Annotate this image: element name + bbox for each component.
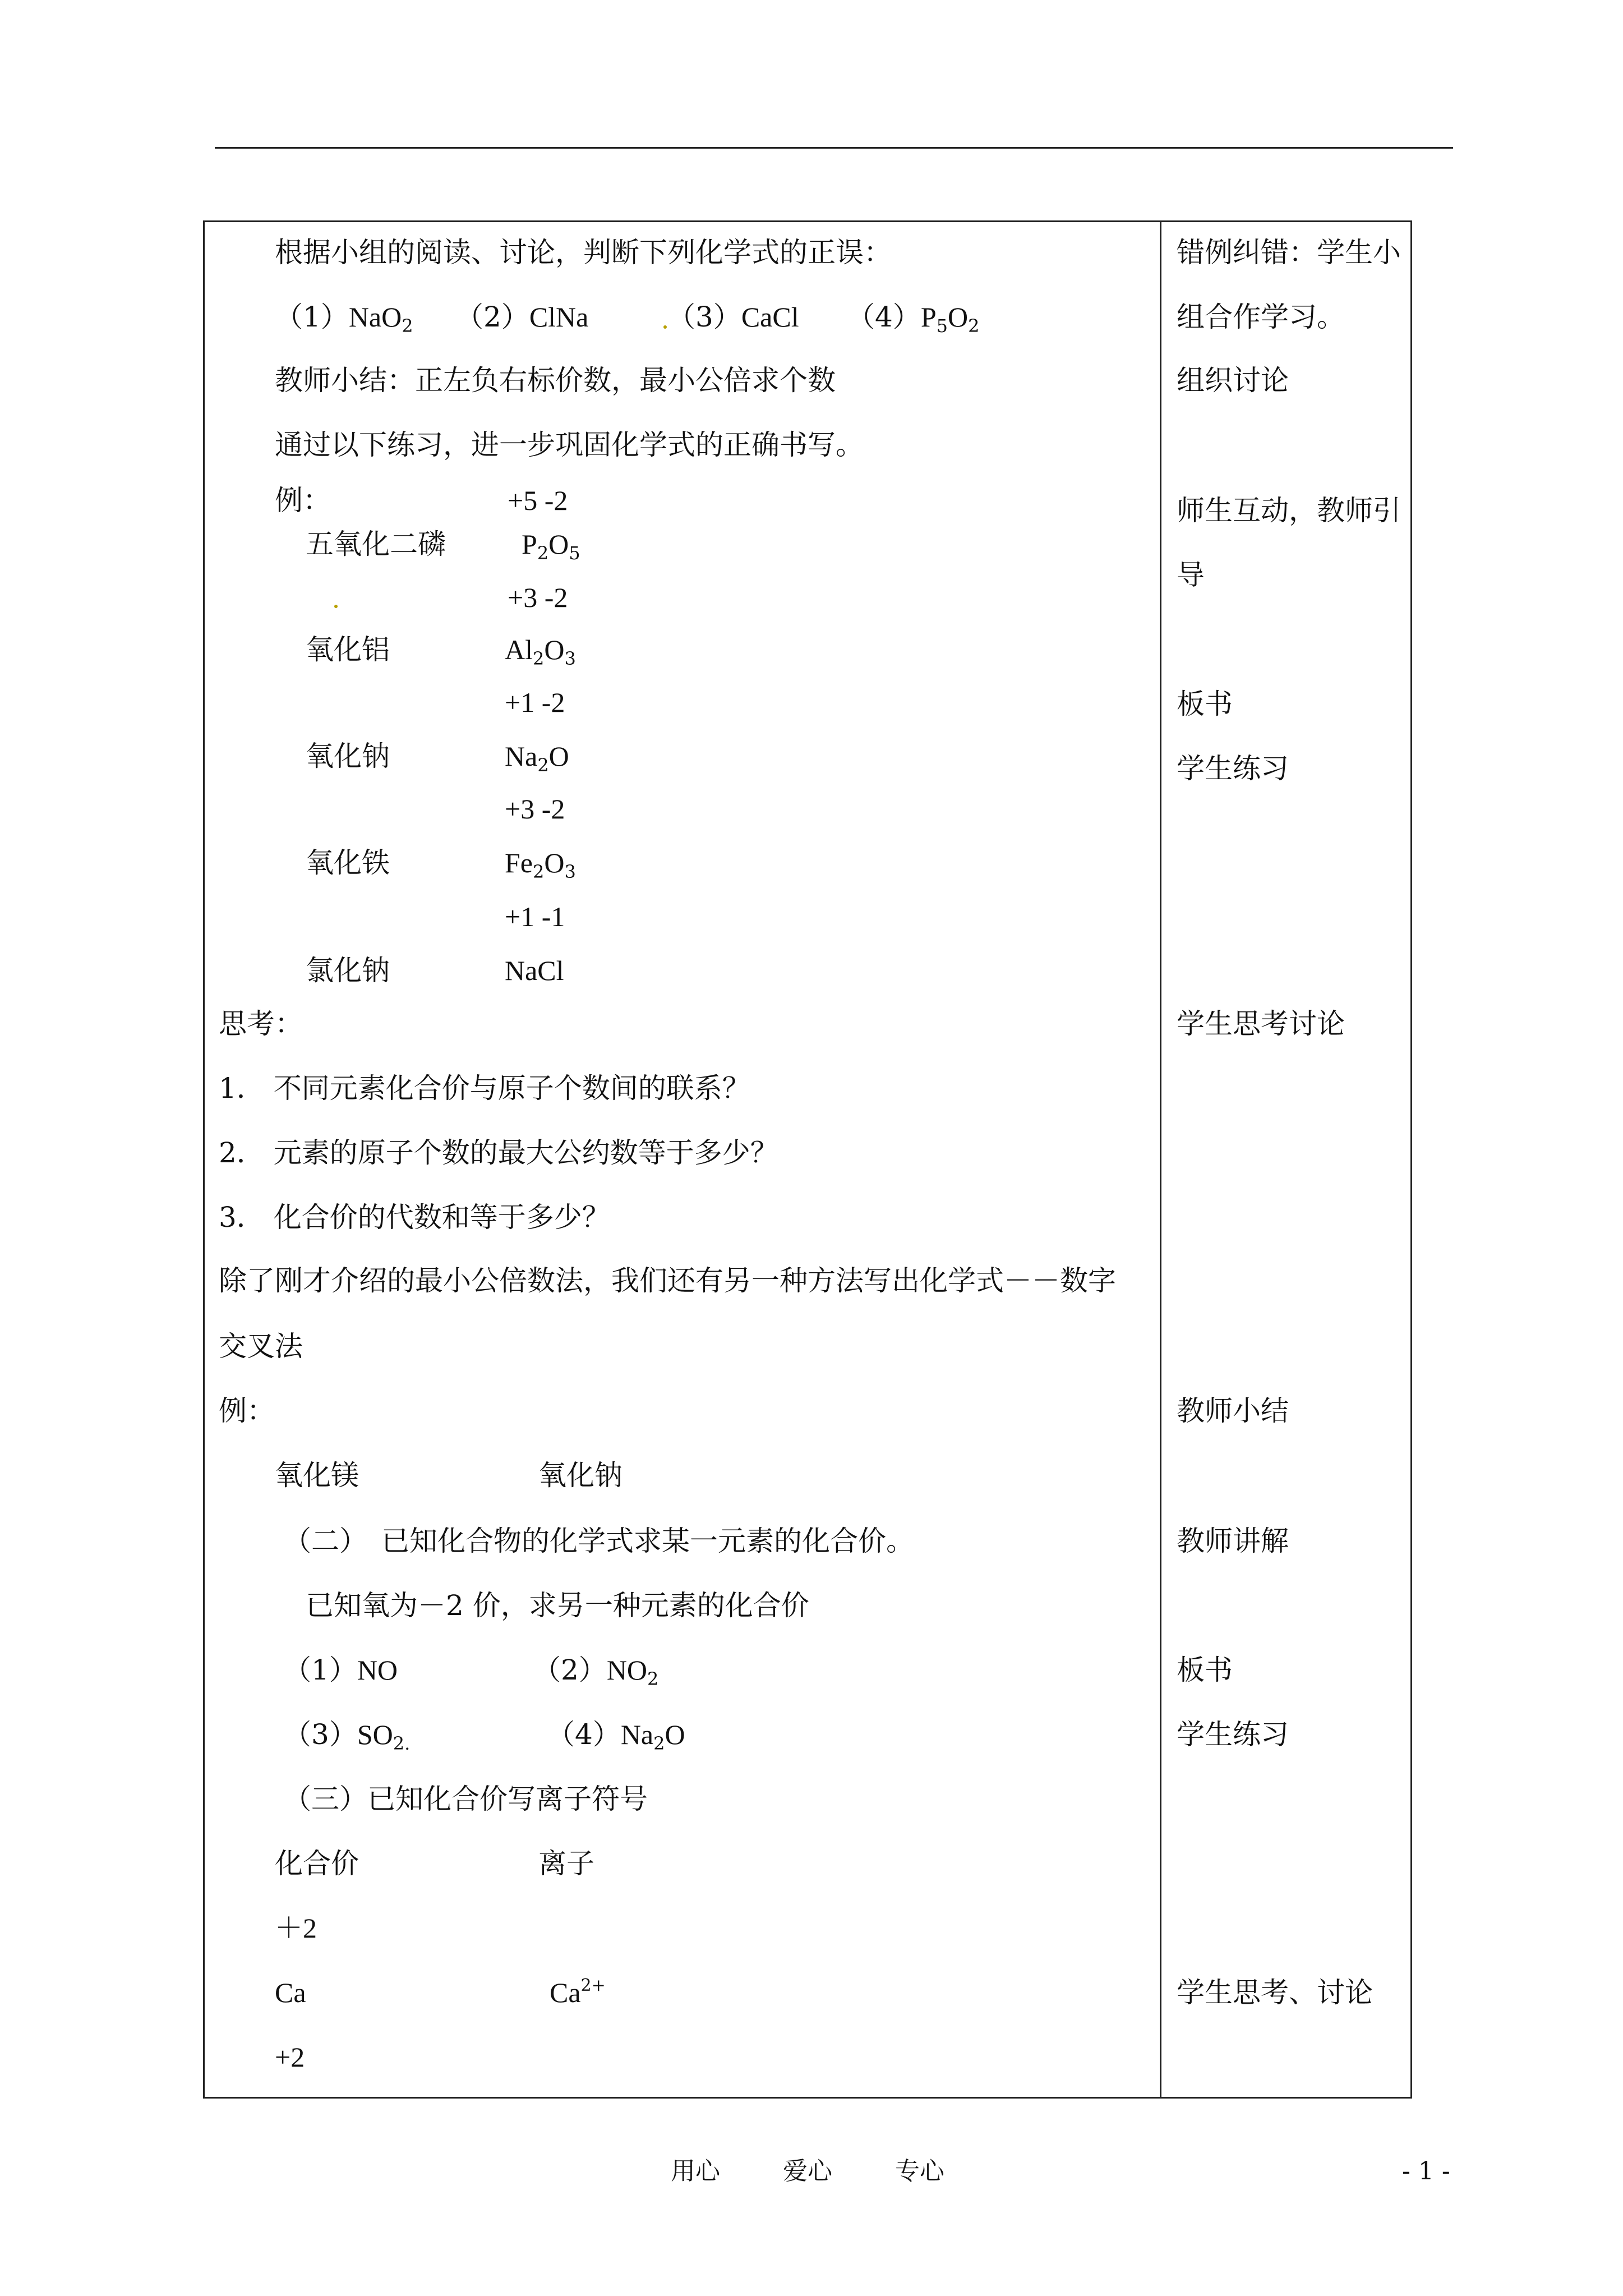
note-board: 板书 (1177, 688, 1233, 720)
stray-mark (663, 325, 667, 329)
note-teacher-explain: 教师讲解 (1177, 1525, 1289, 1557)
note-practice-2: 学生练习 (1177, 1718, 1289, 1751)
column-divider (1160, 220, 1161, 2099)
ion-ca: $Ca^{2+}$ (550, 1976, 606, 2008)
oxygen-note: 已知氧为－2 价，求另一种元素的化合价 (306, 1589, 809, 1622)
valence-label: +3 -2 (505, 793, 565, 825)
part2-heading: （二） 已知化合物的化学式求某一元素的化合价。 (283, 1525, 914, 1557)
quiz-item-2: （2）ClNa (455, 301, 589, 333)
example-label: 例： (275, 484, 331, 517)
question-3: 3． 化合价的代数和等于多少？ (219, 1201, 610, 1234)
note-group-study: 组合作学习。 (1177, 301, 1345, 333)
header-rule (215, 147, 1453, 149)
compound-name: 氧化铁 (306, 846, 390, 879)
column-label-ion: 离子 (538, 1847, 594, 1880)
compound-formula: $Al_2O_3$ (505, 634, 576, 669)
element-ca: Ca (275, 1977, 306, 2008)
teacher-summary: 教师小结：正左负右标价数，最小公倍求个数 (275, 364, 836, 397)
valence-label: +1 -2 (505, 687, 565, 718)
compound-mgo: 氧化镁 (275, 1459, 359, 1492)
valence-label: +3 -2 (508, 582, 568, 613)
example-label-2: 例： (219, 1395, 275, 1427)
valence-value: +2 (275, 2041, 305, 2073)
note-practice: 学生练习 (1177, 752, 1289, 785)
exercise-2: $(2)NO_2$ (533, 1654, 659, 1690)
footer-word-2: 爱心 (783, 2157, 832, 2185)
think-heading: 思考： (219, 1007, 303, 1040)
compound-name: 氧化钠 (306, 740, 390, 772)
note-discussion: 组织讨论 (1177, 364, 1289, 397)
method-text-2: 交叉法 (219, 1330, 303, 1363)
valence-label: +1 -1 (505, 901, 565, 932)
footer-word-1: 用心 (671, 2157, 720, 2185)
practice-text: 通过以下练习，进一步巩固化学式的正确书写。 (275, 429, 864, 461)
compound-formula: $Fe_2O_3$ (505, 847, 576, 882)
exercise-1: （1）NO (283, 1654, 398, 1686)
part3-heading: （三）已知化合价写离子符号 (283, 1783, 648, 1815)
page-number: - 1 - (1402, 2157, 1450, 2185)
note-board-2: 板书 (1177, 1654, 1233, 1686)
question-2: 2． 元素的原子个数的最大公约数等于多少？ (219, 1137, 778, 1169)
compound-name: 氧化铝 (306, 633, 390, 666)
exercise-3: $(3)SO_{2.}$ (283, 1718, 411, 1754)
valence-value: ＋2 (275, 1912, 317, 1944)
question-1: 1． 不同元素化合价与原子个数间的联系？ (219, 1072, 750, 1105)
stray-mark (334, 605, 338, 608)
note-teacher-summary: 教师小结 (1177, 1395, 1289, 1427)
footer-word-3: 专心 (895, 2157, 944, 2185)
note-error-correction: 错例纠错：学生小 (1177, 236, 1401, 269)
compound-na2o: 氧化钠 (538, 1459, 623, 1492)
column-label-valence: 化合价 (275, 1847, 359, 1880)
compound-name: 氯化钠 (306, 954, 390, 987)
note-guide: 导 (1177, 559, 1205, 591)
compound-formula: NaCl (505, 955, 564, 986)
quiz-item-4: $(4)P_5O_2$ (847, 301, 980, 337)
exercise-4: $(4)Na_2O$ (547, 1718, 685, 1754)
quiz-item-3: （3）CaCl (667, 301, 799, 333)
compound-name: 五氧化二磷 (306, 528, 446, 560)
intro-text: 根据小组的阅读、讨论，判断下列化学式的正误： (275, 236, 892, 269)
compound-formula: $P_2O_5$ (522, 528, 580, 564)
compound-formula: $Na_2O$ (505, 740, 569, 776)
note-interaction: 师生互动，教师引 (1177, 494, 1401, 527)
quiz-item-1: （1）NaO$_2$ (275, 301, 413, 337)
note-student-discuss: 学生思考、讨论 (1177, 1976, 1373, 2009)
valence-label: +5 -2 (508, 485, 568, 516)
note-student-think: 学生思考讨论 (1177, 1007, 1345, 1040)
method-text-1: 除了刚才介绍的最小公倍数法，我们还有另一种方法写出化学式－－数字 (219, 1264, 1116, 1297)
